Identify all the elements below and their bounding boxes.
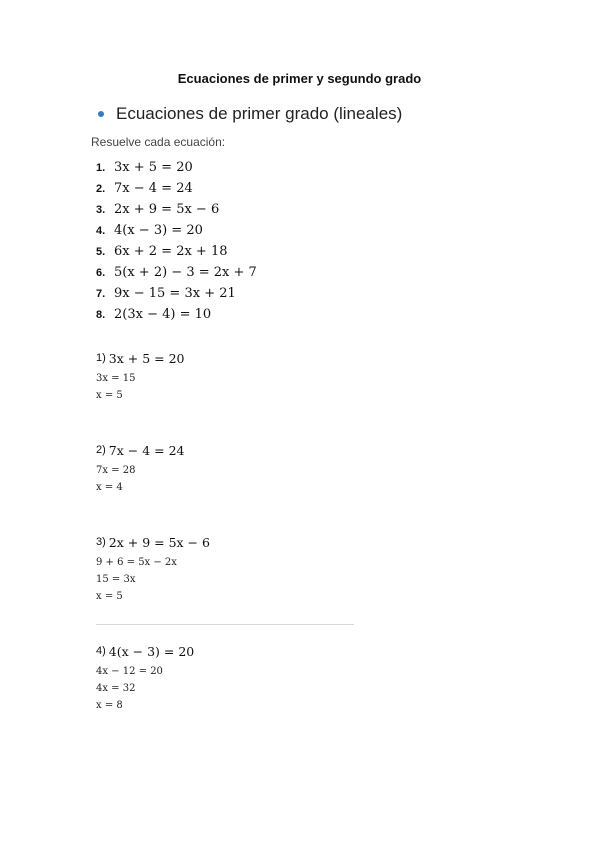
solution-header [96,441,184,459]
solution-equation: 3x + 5 = 20 [108,350,185,366]
equation-list [96,157,257,325]
equation-number: 7. [96,287,106,300]
solution-label: 2) [96,444,106,456]
solution-block-2 [96,441,184,496]
equation-item [96,241,257,262]
equation-expression: 4(x − 3) = 20 [114,223,203,238]
equation-expression: 3x + 5 = 20 [114,160,193,175]
solution-step: 4x = 32 [96,683,136,694]
equation-expression: 6x + 2 = 2x + 18 [114,244,228,259]
equation-item [96,178,257,199]
equation-number: 3. [96,203,106,216]
solution-header [96,349,184,367]
horizontal-divider [96,624,354,625]
solution-block-1 [96,349,184,404]
solution-block-3 [96,533,210,605]
solution-label: 3) [96,536,106,548]
solution-step: x = 4 [96,482,123,493]
equation-expression: 5(x + 2) − 3 = 2x + 7 [114,265,257,280]
solution-step: 15 = 3x [96,574,136,585]
equation-number: 5. [96,245,106,258]
equation-expression: 2(3x − 4) = 10 [114,307,212,322]
solution-header [96,533,210,551]
equation-item [96,199,257,220]
equation-item [96,157,257,178]
solution-equation: 2x + 9 = 5x − 6 [108,534,210,550]
solution-step: 9 + 6 = 5x − 2x [96,557,177,568]
equation-item [96,283,257,304]
instruction-text: Resuelve cada ecuación: [91,135,226,149]
section-heading-text: Ecuaciones de primer grado (lineales) [116,104,403,123]
equation-expression: 9x − 15 = 3x + 21 [114,286,236,301]
solution-step: 4x − 12 = 20 [96,666,163,677]
section-heading [98,104,402,124]
solution-block-4 [96,642,194,714]
equation-item [96,262,257,283]
bullet-icon [98,111,104,117]
solution-step: x = 5 [96,591,123,602]
equation-number: 8. [96,308,106,321]
document-title: Ecuaciones de primer y segundo grado [177,71,422,86]
solution-equation: 7x − 4 = 24 [108,442,185,458]
equation-expression: 2x + 9 = 5x − 6 [114,202,220,217]
equation-number: 1. [96,161,106,174]
solution-label: 4) [96,645,106,657]
solution-step: 7x = 28 [96,465,136,476]
solution-equation: 4(x − 3) = 20 [108,643,195,659]
equation-number: 4. [96,224,106,237]
solution-step: x = 5 [96,390,123,401]
equation-item [96,220,257,241]
equation-number: 6. [96,266,106,279]
equation-expression: 7x − 4 = 24 [114,181,193,196]
solution-step: 3x = 15 [96,373,136,384]
solution-step: x = 8 [96,700,123,711]
solution-header [96,642,194,660]
equation-number: 2. [96,182,106,195]
equation-item [96,304,257,325]
solution-label: 1) [96,352,106,364]
